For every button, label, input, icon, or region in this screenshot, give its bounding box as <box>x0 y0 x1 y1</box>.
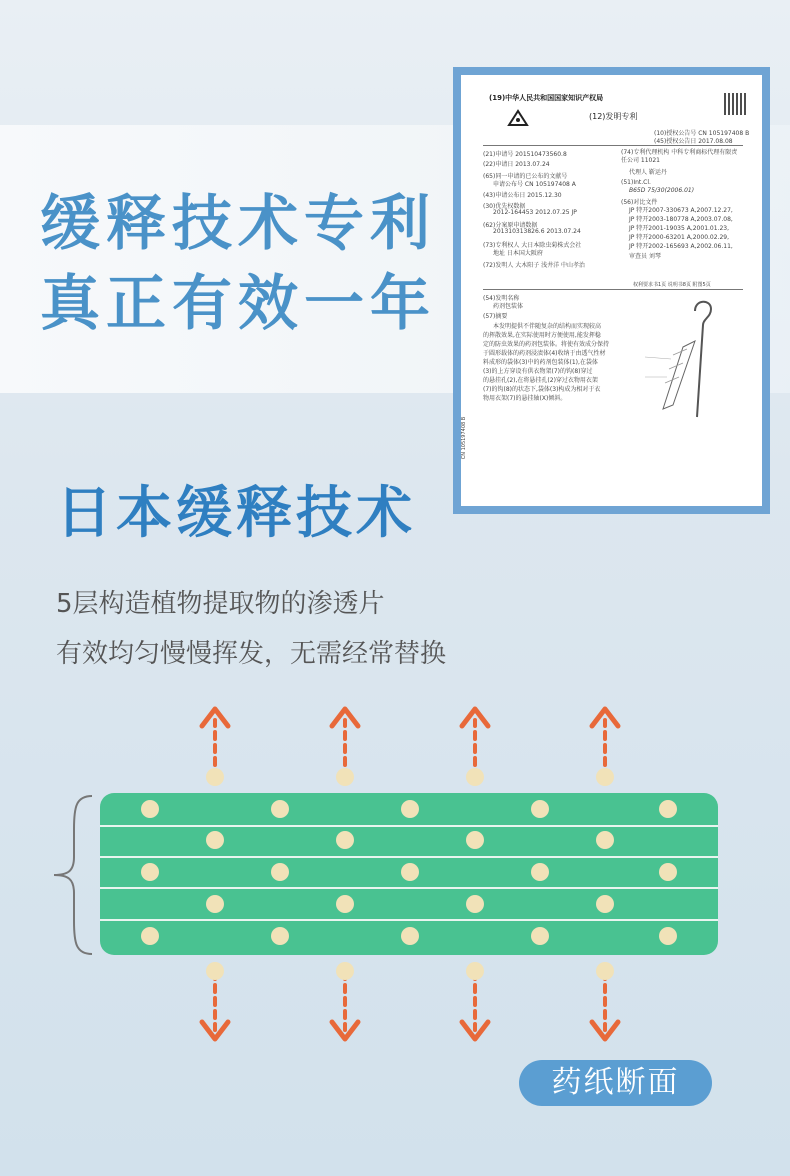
particle-dot <box>466 831 484 849</box>
particle-dot <box>401 863 419 881</box>
patent-division-val: 201310313826.6 2013.07.24 <box>493 228 581 235</box>
patent-pub-no: (10)授权公告号 CN 105197408 B <box>654 130 750 137</box>
particle-dot <box>206 831 224 849</box>
subtitle-line-2: 有效均匀慢慢挥发，无需经常替换 <box>56 639 447 669</box>
patent-ipc: (51)Int.Cl. <box>621 179 651 186</box>
patent-divider-2 <box>483 289 743 290</box>
particle-dot <box>401 927 419 945</box>
particle-dot <box>596 768 614 786</box>
particle-dot <box>336 768 354 786</box>
patent-app-no: (21)申请号 201510473560.8 <box>483 151 567 158</box>
patent-claims: 权利要求书1页 说明书8页 附图5页 <box>633 282 711 288</box>
particle-dot <box>531 863 549 881</box>
particle-dot <box>466 768 484 786</box>
patent-type: (12)发明专利 <box>589 112 638 121</box>
patent-hanger-drawing <box>643 297 723 427</box>
particle-dot <box>596 895 614 913</box>
patent-early-pub: (65)同一申请的已公布的文献号 <box>483 173 568 180</box>
particle-dot <box>531 927 549 945</box>
headline-line-2: 真正有效一年 <box>40 269 436 339</box>
patent-agency: (74)专利代理机构 中科专利商标代理有限责任公司 11021 <box>621 149 738 164</box>
patent-certificate <box>453 67 770 514</box>
patent-abstract-line: (3)的上方穿设有供衣物架(7)的钩(8)穿过 <box>483 368 593 375</box>
patent-logo-icon <box>507 109 529 127</box>
patent-ref-3: JP 特开2001-19035 A,2001.01.23, <box>629 225 729 232</box>
patent-early-pub-no: 申请公布号 CN 105197408 A <box>493 181 576 188</box>
particle-dot <box>206 895 224 913</box>
patent-abstract-line: 物用衣架(7)的悬挂轴(X)倾斜。 <box>483 395 567 402</box>
cross-section-caption: 药纸断面 <box>519 1060 712 1106</box>
patent-abstract-line: (7)的钩(8)的状态下,袋体(3)构成为相对于衣 <box>483 386 601 393</box>
particle-dot <box>271 927 289 945</box>
patent-app-date: (22)申请日 2013.07.24 <box>483 161 550 168</box>
particle-dot <box>141 800 159 818</box>
particle-dot <box>659 927 677 945</box>
patent-side-no: CN 105197408 B <box>461 416 468 460</box>
patent-division: (62)分案原申请数据 <box>483 222 538 229</box>
patent-abstract-line: 本发明提供不伴随复杂的结构而实现较高 <box>493 323 602 330</box>
particle-dot <box>659 800 677 818</box>
patent-ref-1: JP 特开2007-330673 A,2007.12.27, <box>629 207 733 214</box>
headline-line-1: 缓释技术专利 <box>40 189 436 259</box>
particle-dot <box>659 863 677 881</box>
qr-code-icon <box>724 93 746 115</box>
paper-cross-section <box>100 700 720 1050</box>
patent-agent: 代理人 靳运丹 <box>629 169 667 176</box>
subtitle-line-1: 5层构造植物提取物的渗透片 <box>56 589 385 619</box>
patent-address: 地址 日本国大阪府 <box>493 250 543 257</box>
particle-dot <box>466 895 484 913</box>
particle-dot <box>141 927 159 945</box>
particle-dot <box>336 895 354 913</box>
particle-dot <box>206 768 224 786</box>
patent-early-pub-date: (43)申请公布日 2015.12.30 <box>483 192 562 199</box>
patent-abstract-line: 的挥散效果,在实际使用时方便使用,能发挥稳 <box>483 332 601 339</box>
patent-abstract-line: 于圆形载体的药剂浸渍体(4)收纳于由透气性材 <box>483 350 606 357</box>
section-title: 日本缓释技术 <box>56 481 416 546</box>
patent-refs: (56)对比文件 <box>621 199 658 206</box>
patent-holder: (73)专利权人 大日本除虫菊株式会社 <box>483 242 582 249</box>
patent-priority-val: 2012-164453 2012.07.25 JP <box>493 209 577 216</box>
particle-dot <box>336 831 354 849</box>
patent-abstract-line: 料成形的袋体(3)中的药剂包装体(1),在袋体 <box>483 359 598 366</box>
patent-title-val: 药剂包装体 <box>493 303 524 310</box>
patent-office: (19)中华人民共和国国家知识产权局 <box>489 94 604 102</box>
particle-dot <box>206 962 224 980</box>
particle-dot <box>466 962 484 980</box>
patent-ref-5: JP 特开2002-165693 A,2002.06.11, <box>629 243 733 250</box>
particle-dot <box>271 863 289 881</box>
patent-inventor: (72)发明人 大木阳子 浅井洋 中山孝治 <box>483 262 586 269</box>
patent-abstract-line: 的悬挂孔(2),在将悬挂孔(2)穿过衣物用衣架 <box>483 377 598 384</box>
patent-title-label: (54)发明名称 <box>483 295 520 302</box>
patent-abstract-label: (57)摘要 <box>483 313 508 320</box>
particle-dot <box>141 863 159 881</box>
patent-pub-date: (45)授权公告日 2017.08.08 <box>654 138 733 145</box>
headline <box>40 184 436 344</box>
patent-ipc-val: B65D 75/30(2006.01) <box>629 187 695 194</box>
particle-dot <box>271 800 289 818</box>
particle-dot <box>401 800 419 818</box>
patent-divider <box>483 145 743 146</box>
diffusion-arrows <box>100 700 720 1050</box>
patent-examiner: 审查员 刘琴 <box>629 253 661 260</box>
patent-ref-4: JP 特开2000-63201 A,2000.02.29, <box>629 234 729 241</box>
patent-page <box>461 75 762 506</box>
particle-dot <box>596 962 614 980</box>
particle-dot <box>596 831 614 849</box>
particle-dot <box>336 962 354 980</box>
patent-ref-2: JP 特开2003-180778 A,2003.07.08, <box>629 216 733 223</box>
particle-dot <box>531 800 549 818</box>
brace-icon <box>48 793 98 958</box>
patent-abstract-line: 定的防虫效果的药剂包装体。将使有效成分保持 <box>483 341 610 348</box>
patent-priority: (30)优先权数据 <box>483 203 526 210</box>
